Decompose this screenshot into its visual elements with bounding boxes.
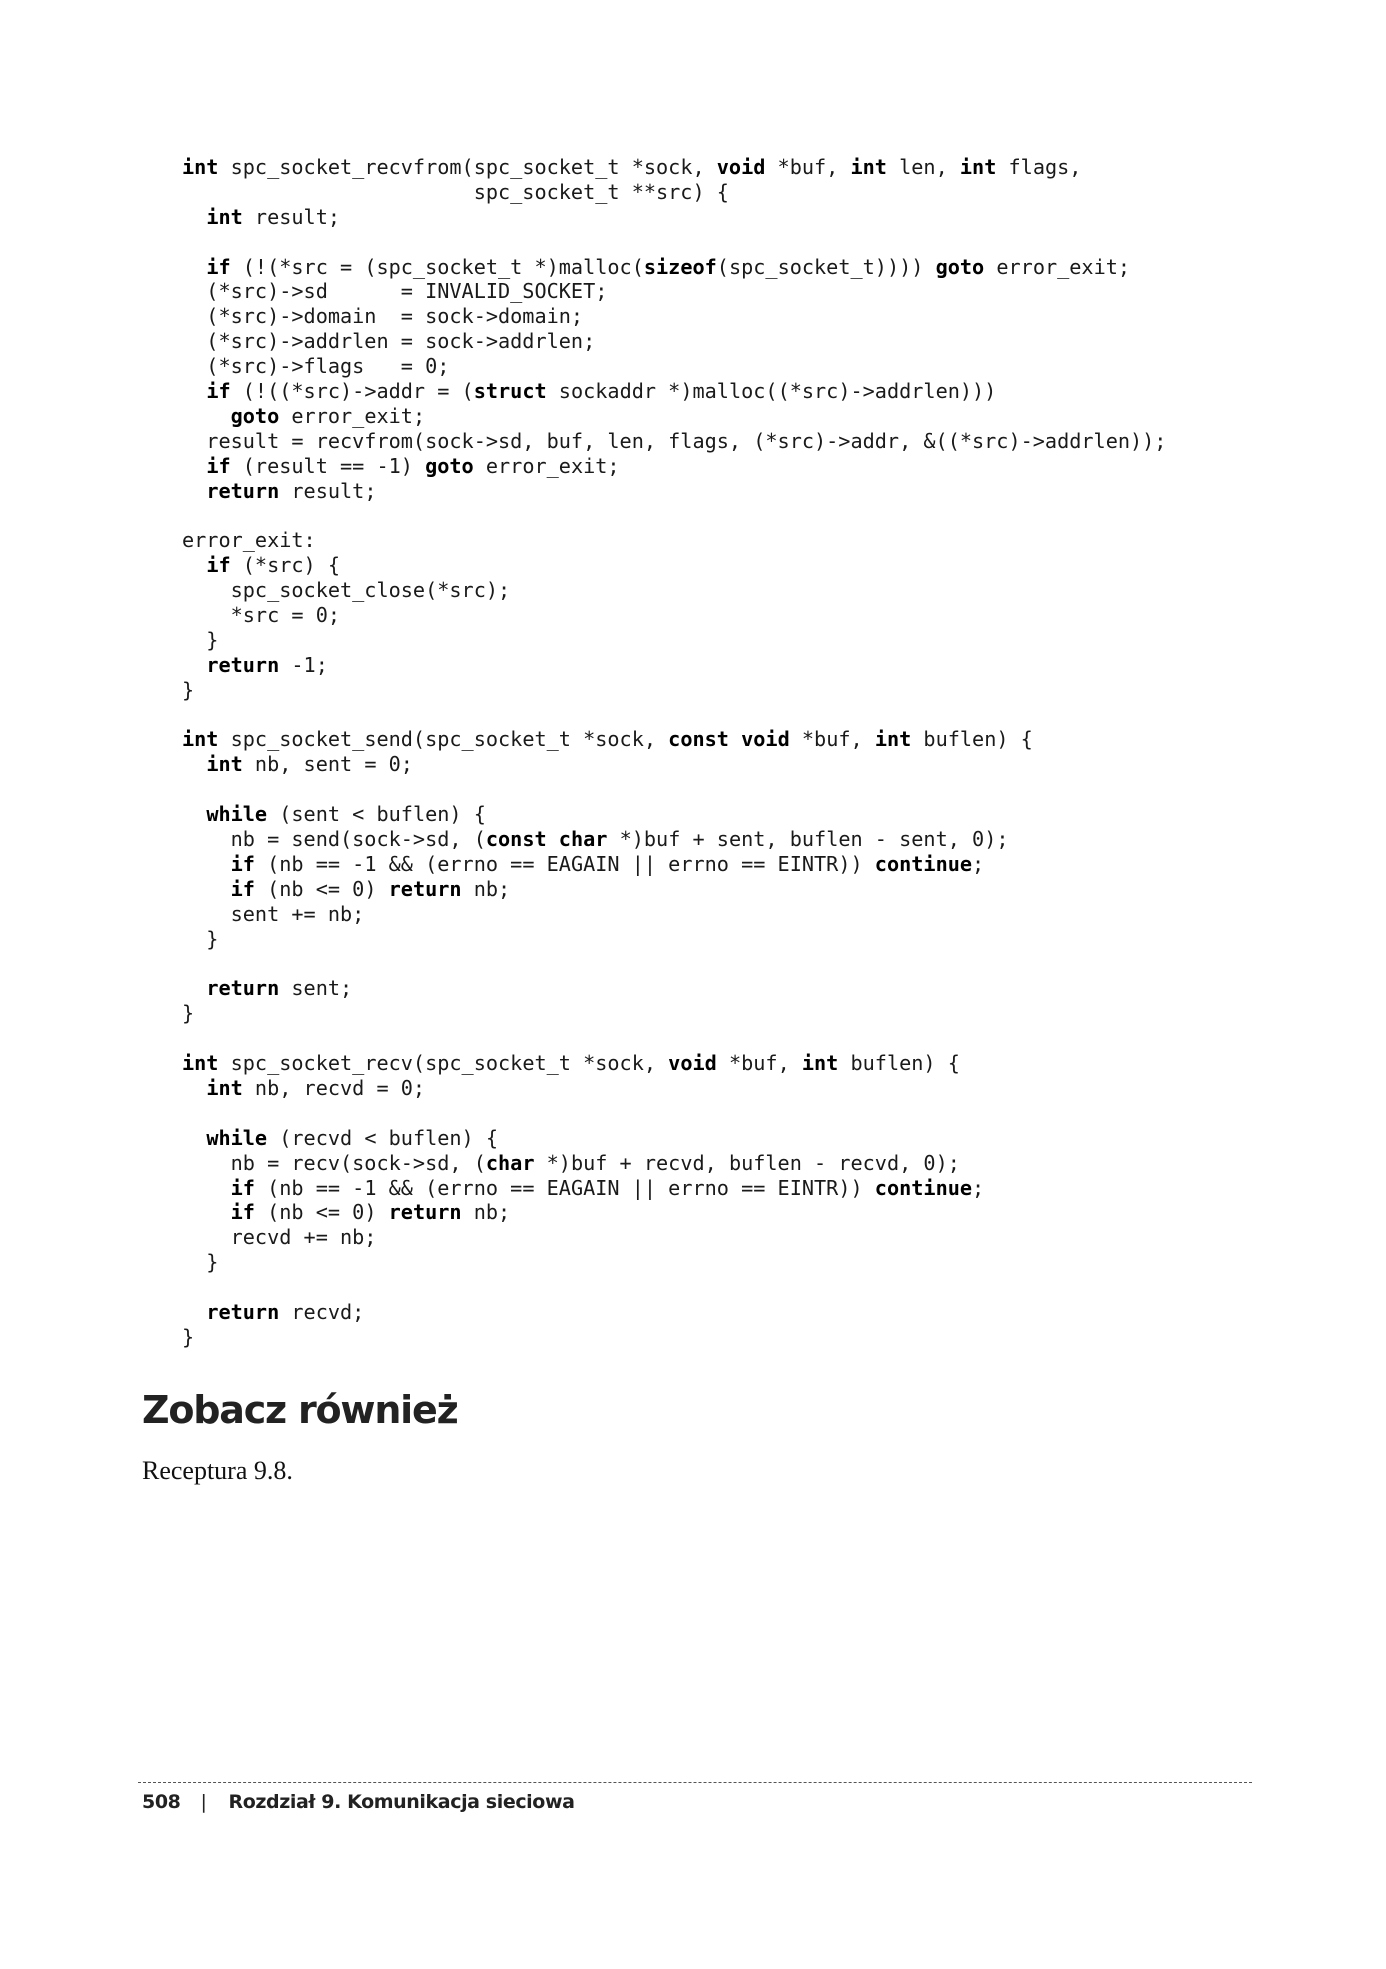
page-footer bbox=[142, 1791, 575, 1813]
code-keyword: const bbox=[668, 727, 729, 752]
code-text: spc_socket_t **src) { bbox=[182, 179, 729, 204]
code-line bbox=[182, 976, 1292, 1001]
code-text bbox=[182, 752, 206, 776]
code-line bbox=[182, 802, 1292, 827]
code-text: } bbox=[182, 1250, 219, 1275]
code-line bbox=[182, 1101, 1292, 1126]
code-listing bbox=[182, 155, 1292, 1350]
code-keyword: int bbox=[959, 155, 997, 179]
code-line bbox=[182, 877, 1292, 902]
code-text: (*src)->flags = 0; bbox=[182, 354, 450, 379]
code-keyword: continue bbox=[874, 1175, 973, 1200]
code-keyword: void bbox=[668, 1051, 717, 1076]
section-heading: Zobacz również bbox=[142, 1388, 458, 1432]
code-line bbox=[182, 553, 1292, 578]
code-keyword: int bbox=[182, 727, 219, 752]
code-text: } bbox=[182, 1324, 195, 1349]
code-keyword: char bbox=[485, 1150, 535, 1175]
code-keyword: return bbox=[206, 1299, 280, 1324]
code-text bbox=[182, 1176, 231, 1200]
chapter-title: Rozdział 9. Komunikacja sieciowa bbox=[228, 1791, 575, 1813]
code-keyword: while bbox=[206, 802, 268, 827]
code-text: (*src)->sd = INVALID_SOCKET; bbox=[182, 279, 608, 304]
code-text: result; bbox=[242, 204, 341, 229]
code-line bbox=[182, 852, 1292, 877]
code-text: recvd += nb; bbox=[182, 1225, 377, 1250]
code-keyword: if bbox=[206, 379, 231, 404]
code-text: (!((*src)->addr = ( bbox=[230, 379, 474, 404]
code-text: *)buf + recvd, buflen - recvd, 0); bbox=[534, 1150, 960, 1175]
code-text: ; bbox=[972, 1175, 985, 1200]
code-text: (*src)->domain = sock->domain; bbox=[182, 304, 584, 329]
code-text: nb, recvd = 0; bbox=[242, 1075, 426, 1100]
code-text: } bbox=[182, 627, 219, 652]
code-keyword: return bbox=[206, 652, 280, 677]
code-line bbox=[182, 1126, 1292, 1151]
code-text: buflen) { bbox=[838, 1051, 960, 1076]
page-number: 508 bbox=[142, 1791, 181, 1813]
code-keyword: if bbox=[230, 1200, 255, 1225]
code-text bbox=[729, 727, 741, 751]
code-line bbox=[182, 1001, 1292, 1026]
code-line bbox=[182, 1151, 1292, 1176]
code-text bbox=[182, 976, 206, 1000]
code-line bbox=[182, 703, 1292, 728]
code-line bbox=[182, 304, 1292, 329]
code-text: (nb <= 0) bbox=[254, 876, 389, 901]
code-line bbox=[182, 628, 1292, 653]
code-text: (*src) { bbox=[230, 553, 341, 578]
code-keyword: goto bbox=[230, 403, 280, 428]
code-text: sent += nb; bbox=[182, 901, 365, 926]
code-text bbox=[182, 877, 231, 901]
code-line bbox=[182, 952, 1292, 977]
code-line bbox=[182, 1200, 1292, 1225]
code-text: nb; bbox=[461, 876, 511, 901]
code-line bbox=[182, 230, 1292, 255]
code-line bbox=[182, 578, 1292, 603]
code-text: } bbox=[182, 1001, 195, 1026]
code-line bbox=[182, 927, 1292, 952]
code-text: *)buf + sent, buflen - sent, 0); bbox=[607, 827, 1009, 852]
code-keyword: continue bbox=[874, 851, 973, 876]
code-text: nb; bbox=[461, 1200, 511, 1225]
code-text: spc_socket_recv(spc_socket_t *sock, bbox=[218, 1051, 669, 1076]
code-text bbox=[182, 653, 206, 677]
code-keyword: char bbox=[558, 827, 608, 852]
code-line bbox=[182, 429, 1292, 454]
code-text: *src = 0; bbox=[182, 603, 341, 628]
code-line bbox=[182, 827, 1292, 852]
code-text: *buf, bbox=[716, 1051, 802, 1076]
code-keyword: goto bbox=[935, 254, 985, 279]
code-line bbox=[182, 379, 1292, 404]
code-text: result; bbox=[279, 478, 377, 503]
code-text: (*src)->addrlen = sock->addrlen; bbox=[182, 329, 596, 354]
code-line bbox=[182, 329, 1292, 354]
code-keyword: struct bbox=[473, 379, 547, 404]
code-text: (!(*src = (spc_socket_t *)malloc( bbox=[230, 254, 644, 279]
code-line bbox=[182, 1026, 1292, 1051]
code-keyword: if bbox=[230, 1175, 255, 1200]
code-text: sent; bbox=[279, 976, 353, 1001]
code-text: (spc_socket_t)))) bbox=[716, 254, 936, 279]
code-text: nb = send(sock->sd, ( bbox=[182, 827, 486, 852]
code-text: spc_socket_recvfrom(spc_socket_t *sock, bbox=[218, 155, 717, 179]
code-line bbox=[182, 180, 1292, 205]
code-line bbox=[182, 354, 1292, 379]
code-text: *buf, bbox=[789, 727, 875, 752]
code-text: -1; bbox=[279, 652, 328, 677]
code-keyword: return bbox=[388, 1200, 462, 1225]
code-keyword: int bbox=[206, 1075, 243, 1100]
code-text: error_exit; bbox=[279, 403, 426, 428]
code-text: (nb == -1 && (errno == EAGAIN || errno == EINTR)) bbox=[254, 1175, 875, 1200]
code-line bbox=[182, 1300, 1292, 1325]
code-keyword: int bbox=[182, 155, 219, 179]
code-text: error_exit; bbox=[473, 453, 620, 478]
code-keyword: while bbox=[206, 1125, 268, 1150]
code-text: sockaddr *)malloc((*src)->addrlen))) bbox=[546, 379, 997, 404]
code-text bbox=[182, 1200, 231, 1224]
code-keyword: if bbox=[206, 453, 231, 478]
code-keyword: return bbox=[388, 876, 462, 901]
code-keyword: goto bbox=[425, 453, 474, 478]
code-line bbox=[182, 1250, 1292, 1275]
code-text bbox=[182, 404, 231, 428]
code-text: (result == -1) bbox=[230, 453, 426, 478]
code-line bbox=[182, 454, 1292, 479]
code-keyword: if bbox=[230, 851, 255, 876]
code-keyword: int bbox=[874, 727, 912, 752]
code-line bbox=[182, 678, 1292, 703]
code-text bbox=[182, 802, 206, 826]
code-line bbox=[182, 155, 1292, 180]
code-keyword: if bbox=[206, 254, 231, 279]
code-line bbox=[182, 255, 1292, 280]
code-text: recvd; bbox=[279, 1299, 365, 1324]
code-text: ; bbox=[972, 851, 985, 876]
code-keyword: return bbox=[206, 478, 280, 503]
code-text: (nb == -1 && (errno == EAGAIN || errno == EINTR)) bbox=[254, 851, 875, 876]
code-text: buflen) { bbox=[911, 727, 1033, 752]
code-line bbox=[182, 1225, 1292, 1250]
code-text bbox=[182, 553, 206, 577]
code-keyword: if bbox=[230, 876, 255, 901]
code-keyword: int bbox=[206, 752, 243, 777]
code-text bbox=[182, 379, 206, 403]
code-text: error_exit; bbox=[984, 254, 1131, 279]
code-line bbox=[182, 1275, 1292, 1300]
code-text bbox=[182, 1076, 206, 1100]
code-line bbox=[182, 279, 1292, 304]
code-line bbox=[182, 479, 1292, 504]
code-text: (sent < buflen) { bbox=[267, 802, 486, 827]
code-line bbox=[182, 1325, 1292, 1350]
code-line bbox=[182, 1051, 1292, 1076]
code-line bbox=[182, 777, 1292, 802]
footer-divider bbox=[138, 1782, 1252, 1783]
code-line bbox=[182, 1176, 1292, 1201]
code-keyword: void bbox=[716, 155, 766, 179]
code-keyword: sizeof bbox=[643, 254, 717, 279]
code-text: flags, bbox=[996, 155, 1082, 179]
code-keyword: void bbox=[741, 727, 790, 752]
code-keyword: const bbox=[485, 827, 547, 852]
code-line bbox=[182, 503, 1292, 528]
code-line bbox=[182, 603, 1292, 628]
code-line bbox=[182, 404, 1292, 429]
code-text: (nb <= 0) bbox=[254, 1200, 389, 1225]
code-text: spc_socket_send(spc_socket_t *sock, bbox=[218, 727, 669, 752]
code-text: len, bbox=[886, 155, 960, 179]
code-text: spc_socket_close(*src); bbox=[182, 578, 511, 603]
code-line bbox=[182, 727, 1292, 752]
code-text: result = recvfrom(sock->sd, buf, len, flags, (*src)->addr, &((*src)->addrlen)); bbox=[182, 428, 1167, 453]
code-line bbox=[182, 902, 1292, 927]
code-text bbox=[182, 1126, 206, 1150]
code-text: nb, sent = 0; bbox=[242, 752, 413, 777]
section-body-text: Receptura 9.8. bbox=[142, 1456, 293, 1485]
code-line bbox=[182, 1076, 1292, 1101]
code-text: } bbox=[182, 926, 219, 951]
code-keyword: int bbox=[182, 1051, 219, 1076]
code-text: (recvd < buflen) { bbox=[267, 1125, 499, 1150]
code-line bbox=[182, 528, 1292, 553]
code-keyword: int bbox=[850, 155, 887, 179]
code-text: nb = recv(sock->sd, ( bbox=[182, 1150, 486, 1175]
code-text: error_exit: bbox=[182, 528, 316, 553]
code-text bbox=[182, 205, 206, 229]
code-line bbox=[182, 205, 1292, 230]
code-keyword: int bbox=[206, 204, 243, 229]
code-line bbox=[182, 653, 1292, 678]
code-text bbox=[182, 454, 206, 478]
code-text: *buf, bbox=[765, 155, 851, 179]
code-line bbox=[182, 752, 1292, 777]
code-keyword: return bbox=[206, 976, 280, 1001]
code-text bbox=[547, 827, 559, 851]
code-text bbox=[182, 255, 206, 279]
code-keyword: if bbox=[206, 553, 231, 578]
code-text: } bbox=[182, 677, 195, 702]
code-text bbox=[182, 852, 231, 876]
footer-separator: | bbox=[200, 1791, 207, 1813]
code-text bbox=[182, 479, 206, 503]
code-keyword: int bbox=[801, 1051, 839, 1076]
code-text bbox=[182, 1300, 206, 1324]
